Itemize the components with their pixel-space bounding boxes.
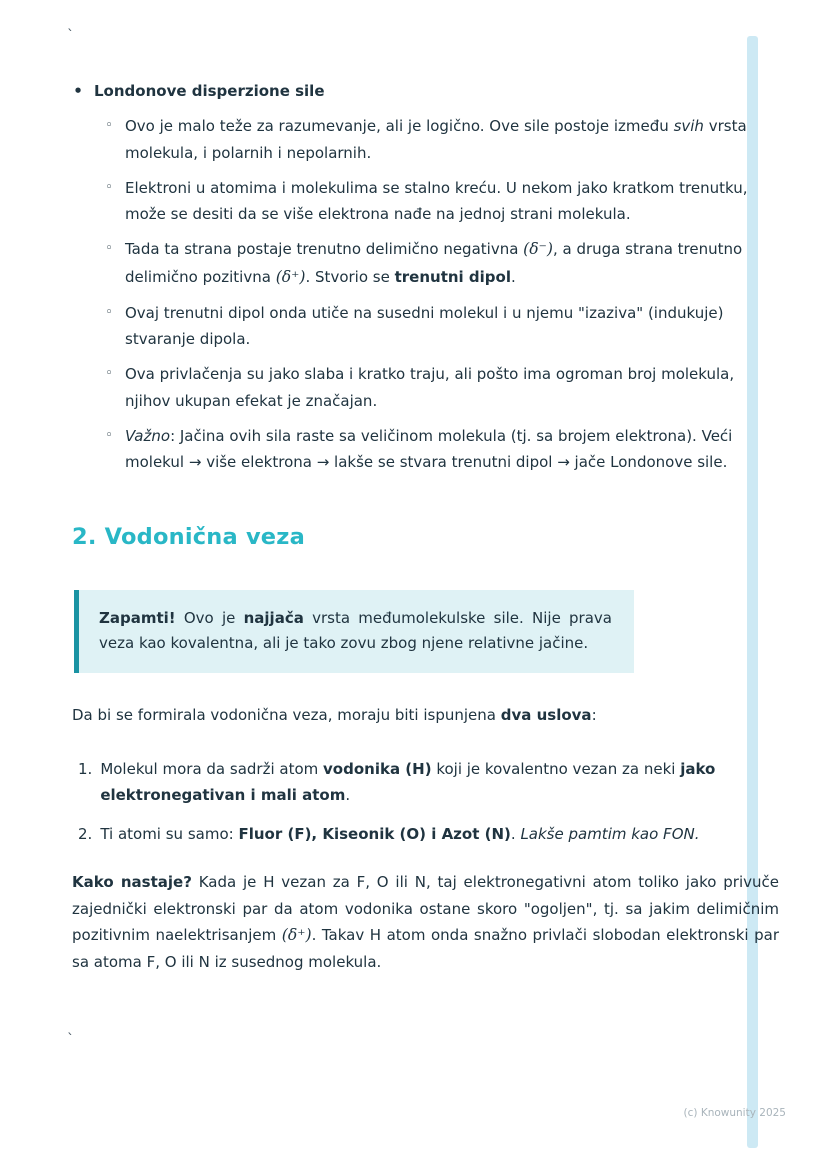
circle-bullet-icon (103, 361, 115, 414)
backtick-mark-bottom: ` (67, 1032, 74, 1048)
condition-text: Ti atomi su samo: Fluor (F), Kiseonik (O) i Azot (N). Lakše pamtim kao FON. (100, 825, 700, 844)
list-item-text: Tada ta strana postaje trenutno delimično negativna (δ⁻), a druga strana trenutno delimično pozitivna (δ⁺). Stvorio se trenutni dipol. (125, 240, 743, 286)
how-it-forms-paragraph: Kako nastaje? Kada je H vezan za F, O ili N, taj elektronegativni atom toliko jako privuče zajednički elektronski par da atom vodonika ostane skoro "ogoljen", tj. sa jakim delimičnim pozitivnim naelektrisanjem (δ⁺). Takav H atom onda snažno privlači slobodan elektronski par sa atoma F, O ili N iz susednog molekula. (72, 873, 779, 972)
page-content (72, 78, 779, 975)
circle-bullet-icon (103, 423, 115, 476)
section-heading-hydrogen-bond: 2. Vodonična veza (72, 524, 305, 551)
circle-bullet-icon (103, 175, 115, 228)
list-item-text: Elektroni u atomima i molekulima se stalno kreću. U nekom jako kratkom trenutku, može se desiti da se više elektrona nađe na jednoj strani molekula. (125, 178, 748, 223)
list-item-text: Važno: Jačina ovih sila raste sa veličinom molekula (tj. sa brojem elektrona). Veći molekul → više elektrona → lakše se stvara trenutni dipol → jače Londonove sile. (125, 426, 733, 472)
list-item (103, 300, 779, 353)
condition-number: 2. (78, 825, 93, 844)
list-item-text: Ovaj trenutni dipol onda utiče na susedni molekul i u njemu "izaziva" (indukuje) stvaranje dipola. (125, 303, 724, 349)
list-item-text: Ova privlačenja su jako slaba i kratko traju, ali pošto ima ogroman broj molekula, njihov ukupan efekat je značajan. (125, 365, 735, 410)
footer-copyright: (c) Knowunity 2025 (683, 1107, 786, 1119)
circle-bullet-icon (103, 236, 115, 291)
conditions-list (72, 756, 779, 848)
callout-text: Zapamti! Ovo je najjača vrsta međumolekulske sile. Nije prava veza kao kovalentna, ali je tako zovu zbog njene relativne jačine. (99, 608, 612, 653)
condition-item (78, 756, 779, 809)
backtick-mark-top: ` (67, 28, 74, 44)
london-forces-sublist (94, 113, 779, 475)
bullet-list (72, 78, 779, 484)
condition-text: Molekul mora da sadrži atom vodonika (H) koji je kovalentno vezan za neki jako elektronegativan i mali atom. (100, 759, 716, 804)
list-item-text: Ovo je malo teže za razumevanje, ali je logično. Ove sile postoje između svih vrsta molekula, i polarnih i nepolarnih. (125, 117, 747, 162)
condition-number: 1. (78, 759, 93, 778)
list-item (103, 175, 779, 228)
conditions-intro-paragraph: Da bi se formirala vodonična veza, moraju biti ispunjena dva uslova: (72, 706, 597, 725)
circle-bullet-icon (103, 113, 115, 166)
list-item (103, 236, 779, 291)
list-item (103, 113, 779, 166)
london-forces-body (94, 78, 779, 484)
london-forces-title: Londonove disperzione sile (94, 82, 325, 100)
callout-box (74, 590, 634, 674)
list-item-london-forces (72, 78, 779, 484)
circle-bullet-icon (103, 300, 115, 353)
disc-bullet-icon (72, 78, 84, 484)
condition-item (78, 821, 779, 847)
list-item (103, 361, 779, 414)
list-item (103, 423, 779, 476)
